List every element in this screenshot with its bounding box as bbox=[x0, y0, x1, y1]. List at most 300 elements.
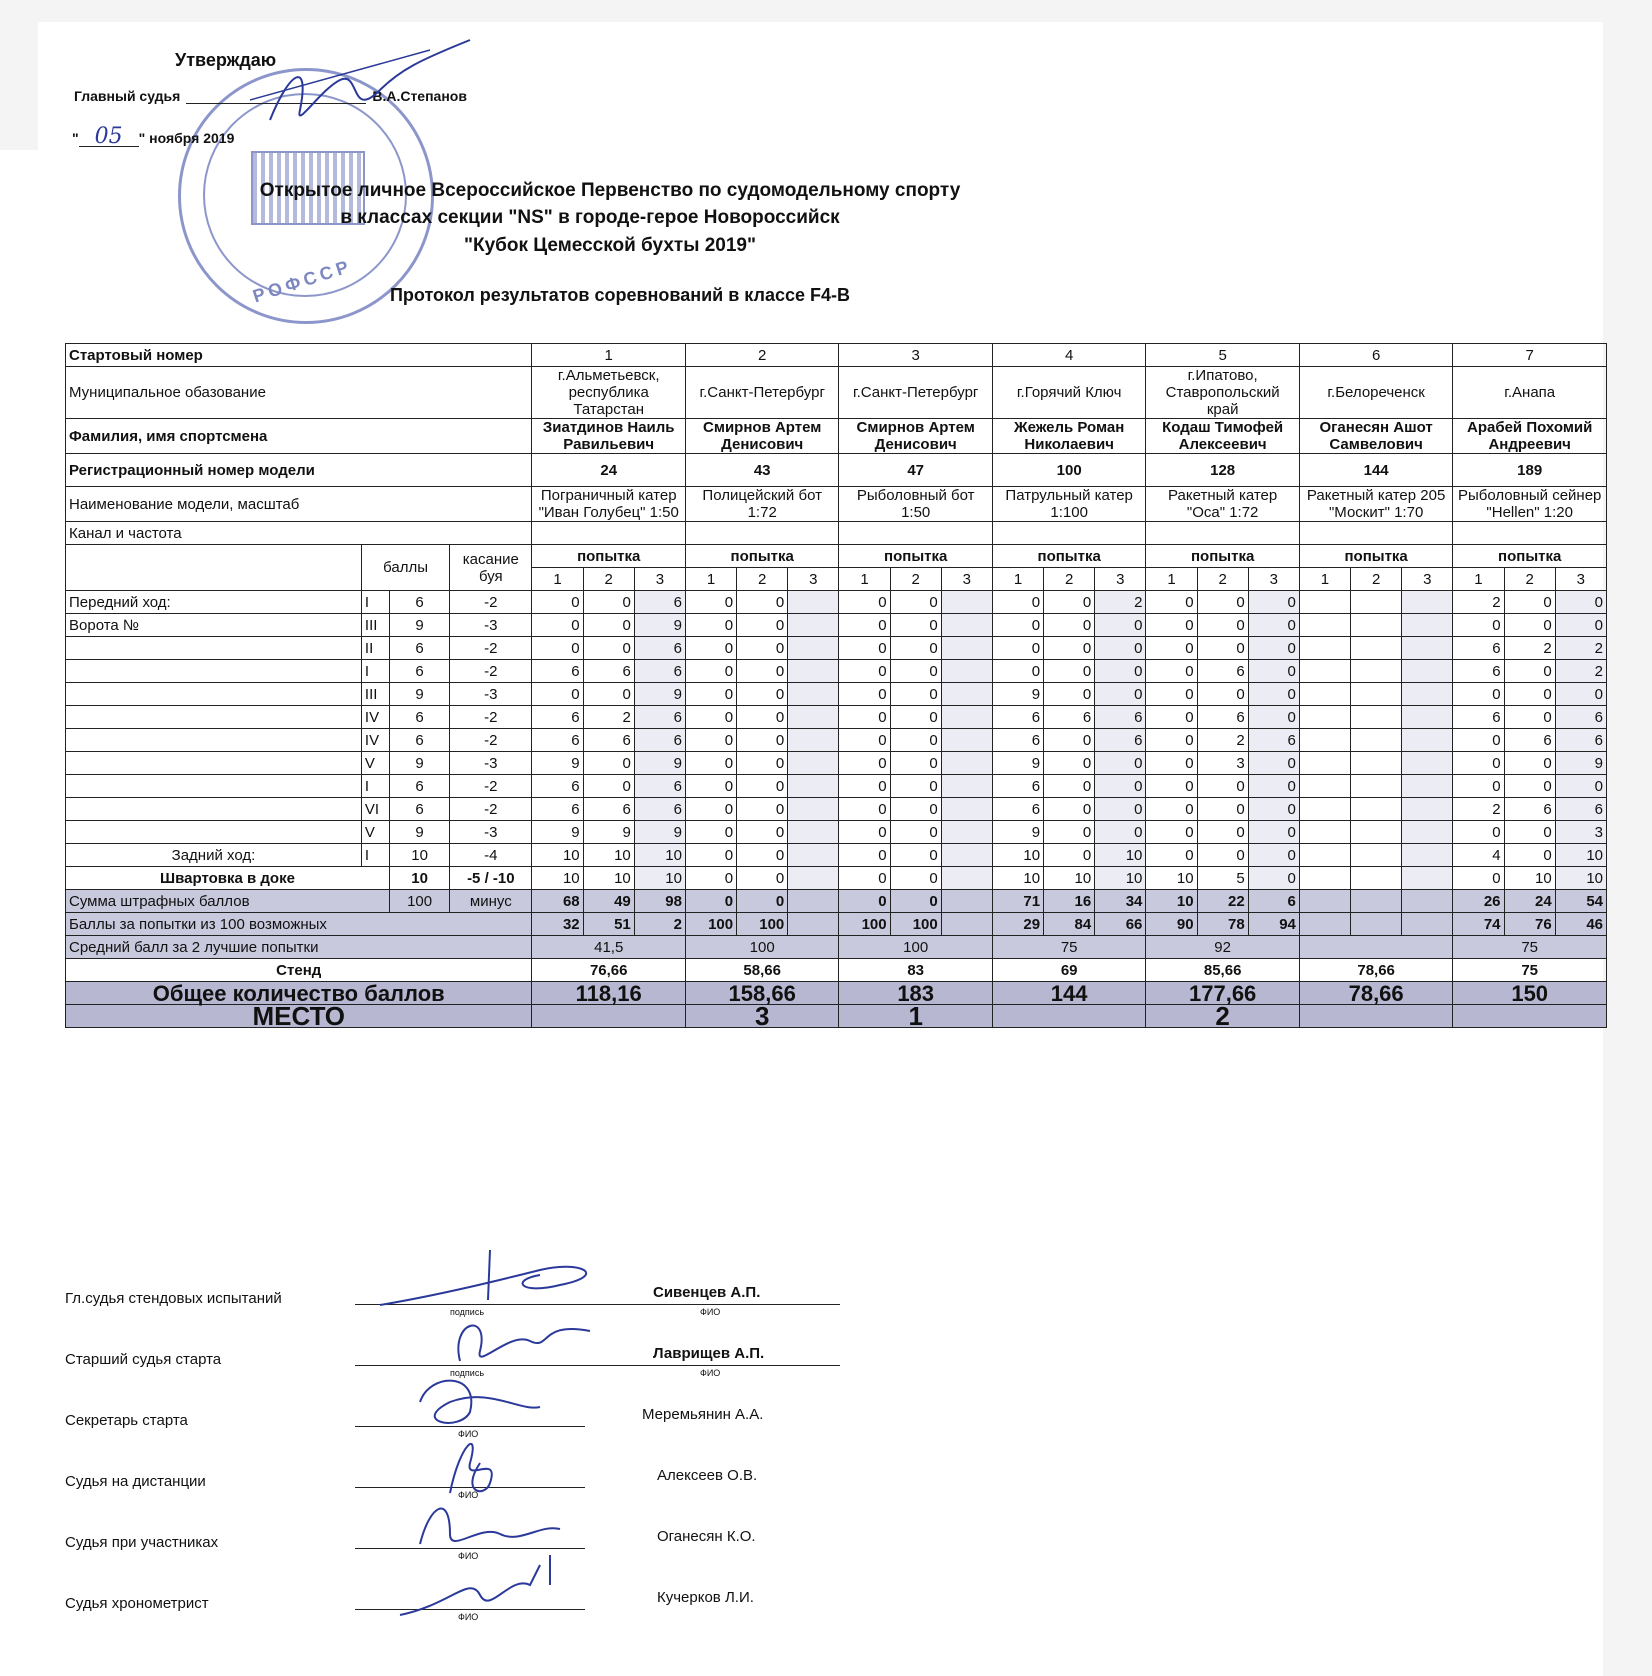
start-number: 2 bbox=[685, 344, 838, 367]
score-row bbox=[66, 844, 1607, 867]
athlete-name: Оганесян Ашот Самвелович bbox=[1299, 419, 1452, 454]
average-cell: 100 bbox=[685, 936, 838, 959]
score-row bbox=[66, 683, 1607, 706]
penalty-sum-cell: 10 bbox=[1146, 890, 1197, 913]
score-row bbox=[66, 798, 1607, 821]
score-cell: 0 bbox=[583, 637, 634, 660]
score-row bbox=[66, 660, 1607, 683]
score-cell: 2 bbox=[1453, 591, 1504, 614]
gate-number: III bbox=[361, 614, 389, 637]
score-cell: 0 bbox=[890, 752, 941, 775]
score-cell: 0 bbox=[1146, 706, 1197, 729]
attempt-score-cell: 100 bbox=[685, 913, 736, 936]
channel-cell bbox=[1453, 522, 1607, 545]
score-cell bbox=[788, 660, 839, 683]
score-cell: 0 bbox=[890, 591, 941, 614]
row-label bbox=[66, 660, 362, 683]
signature-caption: ФИО bbox=[458, 1612, 479, 1622]
score-cell: 0 bbox=[583, 752, 634, 775]
total-cell: 144 bbox=[992, 982, 1145, 1005]
score-cell bbox=[1351, 867, 1402, 890]
place-cell: 1 bbox=[839, 1005, 992, 1028]
score-cell bbox=[1299, 844, 1350, 867]
score-cell: 0 bbox=[1095, 775, 1146, 798]
score-cell: 6 bbox=[634, 729, 685, 752]
stand-cell: 58,66 bbox=[685, 959, 838, 982]
score-cell: 9 bbox=[634, 821, 685, 844]
label-attempt: попытка bbox=[685, 545, 838, 568]
total-cell: 183 bbox=[839, 982, 992, 1005]
penalty-sum-cell bbox=[1299, 890, 1350, 913]
attempt-number: 2 bbox=[1504, 568, 1555, 591]
header-blank bbox=[66, 545, 362, 591]
penalty-sum-cell: 98 bbox=[634, 890, 685, 913]
results-body bbox=[66, 344, 1607, 1031]
attempt-number: 1 bbox=[839, 568, 890, 591]
score-cell: 0 bbox=[992, 614, 1043, 637]
score-cell: 0 bbox=[1146, 591, 1197, 614]
stand-cell: 83 bbox=[839, 959, 992, 982]
score-cell: 0 bbox=[1504, 821, 1555, 844]
score-cell bbox=[1402, 798, 1453, 821]
attempt-score-cell: 100 bbox=[890, 913, 941, 936]
score-cell: 6 bbox=[1044, 706, 1095, 729]
buoy-penalty: -2 bbox=[450, 729, 532, 752]
score-cell: 0 bbox=[839, 729, 890, 752]
label-average: Средний балл за 2 лучшие попытки bbox=[66, 936, 532, 959]
start-number: 3 bbox=[839, 344, 992, 367]
score-cell bbox=[1351, 660, 1402, 683]
score-cell bbox=[1299, 752, 1350, 775]
score-cell: 0 bbox=[890, 867, 941, 890]
row-municipality bbox=[66, 367, 1607, 419]
score-cell bbox=[1299, 591, 1350, 614]
penalty-sum-cell: 54 bbox=[1555, 890, 1606, 913]
score-cell: 0 bbox=[1044, 614, 1095, 637]
gate-number: IV bbox=[361, 706, 389, 729]
row-label bbox=[66, 706, 362, 729]
score-cell: 6 bbox=[1555, 729, 1606, 752]
score-cell: 0 bbox=[685, 752, 736, 775]
attempt-number: 3 bbox=[1248, 568, 1299, 591]
score-cell: 9 bbox=[634, 752, 685, 775]
score-cell bbox=[1402, 706, 1453, 729]
score-cell: 0 bbox=[737, 867, 788, 890]
municipality: г.Санкт-Петербург bbox=[685, 367, 838, 419]
label-attempt-scores: Баллы за попытки из 100 возможных bbox=[66, 913, 532, 936]
attempt-score-cell bbox=[788, 913, 839, 936]
score-cell: 6 bbox=[634, 637, 685, 660]
row-label bbox=[66, 752, 362, 775]
score-cell bbox=[788, 775, 839, 798]
score-cell: 0 bbox=[737, 798, 788, 821]
score-cell bbox=[941, 660, 992, 683]
score-cell: 0 bbox=[1146, 660, 1197, 683]
attempt-number: 1 bbox=[532, 568, 583, 591]
score-cell: 0 bbox=[532, 637, 583, 660]
label-start-number: Стартовый номер bbox=[66, 344, 532, 367]
average-cell: 75 bbox=[1453, 936, 1607, 959]
score-cell bbox=[1402, 867, 1453, 890]
buoy-penalty: -2 bbox=[450, 706, 532, 729]
average-cell bbox=[1299, 936, 1452, 959]
score-cell: 0 bbox=[890, 729, 941, 752]
penalty-sum-cell bbox=[1402, 890, 1453, 913]
row-channel bbox=[66, 522, 1607, 545]
attempt-number: 3 bbox=[788, 568, 839, 591]
buoy-penalty: -2 bbox=[450, 591, 532, 614]
score-cell bbox=[788, 637, 839, 660]
start-number: 1 bbox=[532, 344, 685, 367]
model-name: Патрульный катер 1:100 bbox=[992, 487, 1145, 522]
attempt-number: 1 bbox=[1146, 568, 1197, 591]
signature-role: Секретарь старта bbox=[65, 1412, 188, 1429]
score-cell: 0 bbox=[1197, 637, 1248, 660]
score-cell: 10 bbox=[1555, 844, 1606, 867]
attempt-number: 2 bbox=[583, 568, 634, 591]
signature-role: Судья при участниках bbox=[65, 1534, 219, 1551]
average-cell: 75 bbox=[992, 936, 1145, 959]
signature-caption: подпись bbox=[450, 1307, 485, 1317]
score-cell: 0 bbox=[685, 867, 736, 890]
score-cell: 0 bbox=[737, 637, 788, 660]
score-cell: 4 bbox=[1453, 844, 1504, 867]
score-cell bbox=[1402, 729, 1453, 752]
place-cell bbox=[1453, 1005, 1607, 1028]
score-cell: 0 bbox=[1555, 775, 1606, 798]
model-name: Ракетный катер 205 "Москит" 1:70 bbox=[1299, 487, 1452, 522]
score-cell: 9 bbox=[583, 821, 634, 844]
score-cell: 0 bbox=[737, 591, 788, 614]
score-cell: 0 bbox=[1044, 591, 1095, 614]
athlete-name: Арабей Похомий Андреевич bbox=[1453, 419, 1607, 454]
score-cell: 0 bbox=[1248, 867, 1299, 890]
score-cell: 0 bbox=[890, 637, 941, 660]
docking-buoy: -5 / -10 bbox=[450, 867, 532, 890]
score-cell bbox=[1402, 637, 1453, 660]
stand-cell: 69 bbox=[992, 959, 1145, 982]
score-cell: 0 bbox=[1095, 660, 1146, 683]
model-name: Рыболовный сейнер "Hellen" 1:20 bbox=[1453, 487, 1607, 522]
score-cell: 6 bbox=[1197, 660, 1248, 683]
buoy-penalty: -2 bbox=[450, 660, 532, 683]
score-cell bbox=[1299, 821, 1350, 844]
score-cell: 0 bbox=[685, 798, 736, 821]
penalty-points: 100 bbox=[390, 890, 450, 913]
gate-number: II bbox=[361, 637, 389, 660]
place-cell bbox=[992, 1005, 1145, 1028]
buoy-penalty: -2 bbox=[450, 775, 532, 798]
attempt-score-cell bbox=[1299, 913, 1350, 936]
score-cell bbox=[941, 591, 992, 614]
score-cell bbox=[788, 729, 839, 752]
attempt-number: 1 bbox=[685, 568, 736, 591]
buoy-penalty: -3 bbox=[450, 683, 532, 706]
score-cell: 6 bbox=[1453, 706, 1504, 729]
approve-label: Утверждаю bbox=[175, 50, 277, 70]
label-attempt: попытка bbox=[1146, 545, 1299, 568]
score-cell bbox=[1402, 591, 1453, 614]
score-cell: 0 bbox=[890, 821, 941, 844]
score-cell bbox=[1351, 844, 1402, 867]
score-cell: 0 bbox=[1197, 798, 1248, 821]
buoy-penalty: -2 bbox=[450, 637, 532, 660]
label-attempt: попытка bbox=[839, 545, 992, 568]
label-place: МЕСТО bbox=[66, 1005, 532, 1028]
penalty-sum-cell bbox=[1351, 890, 1402, 913]
score-cell: 6 bbox=[1095, 706, 1146, 729]
score-cell: 6 bbox=[634, 798, 685, 821]
score-cell: 6 bbox=[992, 729, 1043, 752]
label-attempt: попытка bbox=[1453, 545, 1607, 568]
score-cell: 10 bbox=[532, 844, 583, 867]
score-cell: 0 bbox=[1197, 775, 1248, 798]
score-cell: 9 bbox=[992, 821, 1043, 844]
score-cell: 10 bbox=[1095, 844, 1146, 867]
score-cell: 0 bbox=[1146, 752, 1197, 775]
athlete-name: Смирнов Артем Денисович bbox=[839, 419, 992, 454]
score-cell: 0 bbox=[583, 775, 634, 798]
attempt-number: 2 bbox=[890, 568, 941, 591]
signature-name: Сивенцев А.П. bbox=[653, 1284, 761, 1301]
signature-caption: ФИО bbox=[700, 1307, 721, 1317]
penalty-sum-cell bbox=[941, 890, 992, 913]
score-cell: 0 bbox=[890, 844, 941, 867]
buoy-penalty: -3 bbox=[450, 821, 532, 844]
score-cell: 10 bbox=[583, 844, 634, 867]
municipality: г.Горячий Ключ bbox=[992, 367, 1145, 419]
gate-number: I bbox=[361, 844, 389, 867]
score-cell bbox=[941, 867, 992, 890]
attempt-score-cell: 32 bbox=[532, 913, 583, 936]
score-cell: 0 bbox=[532, 683, 583, 706]
row-label bbox=[66, 821, 362, 844]
score-cell bbox=[941, 821, 992, 844]
score-cell bbox=[1351, 752, 1402, 775]
signature-caption: ФИО bbox=[458, 1490, 479, 1500]
score-cell: 0 bbox=[1197, 591, 1248, 614]
penalty-sum-cell: 71 bbox=[992, 890, 1043, 913]
score-cell bbox=[1299, 637, 1350, 660]
score-cell: 10 bbox=[634, 867, 685, 890]
score-cell: 0 bbox=[1453, 775, 1504, 798]
score-cell: 0 bbox=[737, 729, 788, 752]
score-cell bbox=[941, 775, 992, 798]
score-cell: 0 bbox=[1197, 683, 1248, 706]
row-label bbox=[66, 637, 362, 660]
attempt-number: 1 bbox=[1299, 568, 1350, 591]
score-cell bbox=[1351, 729, 1402, 752]
score-cell: 0 bbox=[1504, 775, 1555, 798]
score-cell bbox=[788, 614, 839, 637]
results-table bbox=[65, 343, 1607, 1031]
score-cell bbox=[1299, 614, 1350, 637]
protocol-title: Протокол результатов соревнований в классе F4-B bbox=[389, 285, 851, 305]
row-attempt-scores bbox=[66, 913, 1607, 936]
score-cell: 0 bbox=[1146, 775, 1197, 798]
score-cell: 0 bbox=[1453, 683, 1504, 706]
score-cell bbox=[1402, 775, 1453, 798]
penalty-sum-cell: 6 bbox=[1248, 890, 1299, 913]
label-attempt: попытка bbox=[1299, 545, 1452, 568]
attempt-score-cell: 51 bbox=[583, 913, 634, 936]
buoy-penalty: -3 bbox=[450, 614, 532, 637]
score-cell: 0 bbox=[1248, 706, 1299, 729]
gate-number: V bbox=[361, 752, 389, 775]
score-cell: 0 bbox=[839, 614, 890, 637]
score-cell bbox=[1351, 614, 1402, 637]
reg-number: 24 bbox=[532, 454, 685, 487]
gate-points: 9 bbox=[390, 752, 450, 775]
gate-number: V bbox=[361, 821, 389, 844]
score-cell: 0 bbox=[890, 683, 941, 706]
score-cell: 6 bbox=[532, 798, 583, 821]
score-cell: 0 bbox=[1197, 844, 1248, 867]
score-cell: 0 bbox=[737, 821, 788, 844]
attempt-score-cell bbox=[1351, 913, 1402, 936]
buoy-penalty: -2 bbox=[450, 798, 532, 821]
average-cell: 41,5 bbox=[532, 936, 685, 959]
score-cell bbox=[788, 844, 839, 867]
paper-edge bbox=[0, 150, 40, 1676]
score-cell: 0 bbox=[532, 614, 583, 637]
score-cell bbox=[1351, 706, 1402, 729]
total-cell: 177,66 bbox=[1146, 982, 1299, 1005]
score-cell: 2 bbox=[1504, 637, 1555, 660]
score-cell: 6 bbox=[583, 798, 634, 821]
score-cell bbox=[941, 844, 992, 867]
signature-caption: ФИО bbox=[458, 1429, 479, 1439]
penalty-sum-cell: 22 bbox=[1197, 890, 1248, 913]
score-cell: 0 bbox=[737, 614, 788, 637]
score-cell: 6 bbox=[532, 775, 583, 798]
score-cell bbox=[941, 798, 992, 821]
score-cell bbox=[941, 752, 992, 775]
signature-name: Лаврищев А.П. bbox=[653, 1345, 765, 1362]
score-cell: 9 bbox=[634, 683, 685, 706]
score-cell: 0 bbox=[1146, 729, 1197, 752]
chief-judge-label: Главный судья bbox=[74, 88, 181, 104]
score-cell: 0 bbox=[737, 706, 788, 729]
score-cell: 0 bbox=[839, 660, 890, 683]
channel-cell bbox=[992, 522, 1145, 545]
penalty-sum-cell: 49 bbox=[583, 890, 634, 913]
row-penalty-sum bbox=[66, 890, 1607, 913]
score-cell: 6 bbox=[532, 660, 583, 683]
score-cell: 0 bbox=[685, 591, 736, 614]
score-cell: 2 bbox=[583, 706, 634, 729]
reg-number: 100 bbox=[992, 454, 1145, 487]
label-reg-number: Регистрационный номер модели bbox=[66, 454, 532, 487]
score-cell: 2 bbox=[1555, 637, 1606, 660]
gate-points: 9 bbox=[390, 614, 450, 637]
attempt-number: 3 bbox=[634, 568, 685, 591]
title-line-3: "Кубок Цемесской бухты 2019" bbox=[464, 235, 756, 256]
score-cell: 3 bbox=[1197, 752, 1248, 775]
reg-number: 189 bbox=[1453, 454, 1607, 487]
chief-judge-name: В.А.Степанов bbox=[372, 88, 467, 104]
score-cell: 0 bbox=[1453, 752, 1504, 775]
attempt-score-cell: 84 bbox=[1044, 913, 1095, 936]
signature-name: Оганесян К.О. bbox=[657, 1528, 756, 1545]
score-cell: 9 bbox=[992, 683, 1043, 706]
score-cell: 6 bbox=[1453, 660, 1504, 683]
score-cell: 0 bbox=[1095, 752, 1146, 775]
score-cell: 0 bbox=[839, 821, 890, 844]
score-cell: 10 bbox=[1044, 867, 1095, 890]
score-cell bbox=[1402, 752, 1453, 775]
stand-cell: 75 bbox=[1453, 959, 1607, 982]
score-cell: 0 bbox=[583, 614, 634, 637]
score-cell: 0 bbox=[1248, 660, 1299, 683]
score-cell bbox=[1351, 683, 1402, 706]
row-docking bbox=[66, 867, 1607, 890]
row-average bbox=[66, 936, 1607, 959]
score-row bbox=[66, 637, 1607, 660]
label-attempt: попытка bbox=[532, 545, 685, 568]
score-cell: 6 bbox=[1453, 637, 1504, 660]
score-cell: 6 bbox=[1555, 706, 1606, 729]
score-cell: 0 bbox=[1197, 821, 1248, 844]
score-row bbox=[66, 775, 1607, 798]
score-cell: 6 bbox=[532, 706, 583, 729]
row-reg-number bbox=[66, 454, 1607, 487]
attempt-number: 1 bbox=[992, 568, 1043, 591]
row-stand bbox=[66, 959, 1607, 982]
score-cell: 0 bbox=[1044, 844, 1095, 867]
score-cell bbox=[1299, 660, 1350, 683]
attempt-score-cell: 76 bbox=[1504, 913, 1555, 936]
score-cell: 0 bbox=[1555, 614, 1606, 637]
reg-number: 128 bbox=[1146, 454, 1299, 487]
score-cell: 0 bbox=[1095, 614, 1146, 637]
score-cell: 3 bbox=[1555, 821, 1606, 844]
municipality: г.Ипатово, Ставропольский край bbox=[1146, 367, 1299, 419]
title-line-2: в классах секции "NS" в городе-герое Новороссийск bbox=[340, 207, 840, 228]
channel-cell bbox=[685, 522, 838, 545]
score-cell: 0 bbox=[1248, 614, 1299, 637]
signature-caption: ФИО bbox=[458, 1551, 479, 1561]
attempt-score-cell: 66 bbox=[1095, 913, 1146, 936]
attempt-number: 2 bbox=[737, 568, 788, 591]
attempt-number: 1 bbox=[1453, 568, 1504, 591]
row-start-number bbox=[66, 344, 1607, 367]
score-cell: 0 bbox=[685, 660, 736, 683]
score-cell bbox=[1351, 775, 1402, 798]
athlete-name: Смирнов Артем Денисович bbox=[685, 419, 838, 454]
gate-points: 9 bbox=[390, 683, 450, 706]
gate-number: VI bbox=[361, 798, 389, 821]
score-cell: 6 bbox=[583, 660, 634, 683]
score-cell: 0 bbox=[1248, 591, 1299, 614]
gate-points: 6 bbox=[390, 706, 450, 729]
score-cell: 0 bbox=[1095, 683, 1146, 706]
row-label bbox=[66, 729, 362, 752]
score-cell: 0 bbox=[890, 798, 941, 821]
label-attempt: попытка bbox=[992, 545, 1145, 568]
score-row bbox=[66, 821, 1607, 844]
score-cell: 6 bbox=[532, 729, 583, 752]
score-cell: 0 bbox=[1248, 683, 1299, 706]
score-cell bbox=[1299, 775, 1350, 798]
signature-role: Гл.судья стендовых испытаний bbox=[65, 1290, 282, 1307]
score-cell: 0 bbox=[737, 683, 788, 706]
score-cell: 0 bbox=[1248, 775, 1299, 798]
penalty-sum-cell bbox=[788, 890, 839, 913]
score-cell: 6 bbox=[1095, 729, 1146, 752]
score-cell: 0 bbox=[1044, 683, 1095, 706]
attempt-number: 2 bbox=[1044, 568, 1095, 591]
